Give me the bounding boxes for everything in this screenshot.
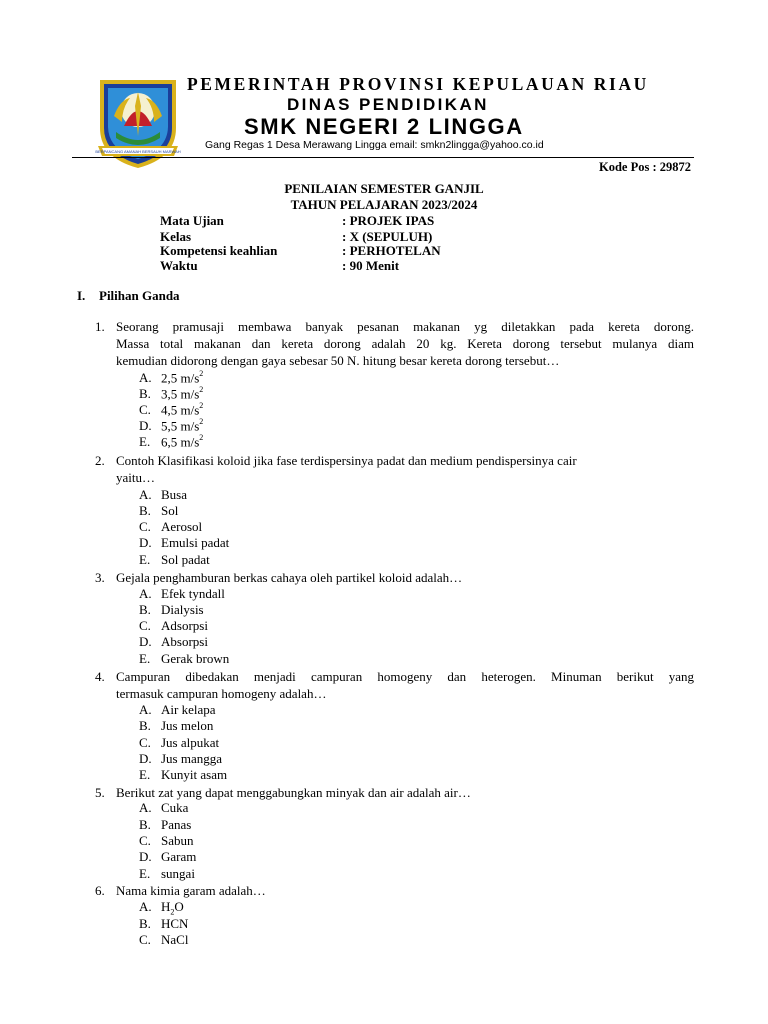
- header-address: Gang Regas 1 Desa Merawang Lingga email: smkn2lingga@yahoo.co.id: [205, 139, 544, 151]
- option-letter: E.: [139, 552, 151, 567]
- option-letter: A.: [139, 370, 152, 385]
- option-letter: D.: [139, 634, 152, 649]
- question-text: [116, 784, 694, 801]
- option-letter: E.: [139, 767, 151, 782]
- field-label: Kelas: [160, 229, 192, 244]
- option-text: [161, 370, 203, 386]
- option-value: 3,5 m/s: [161, 386, 200, 402]
- option-text: Jus melon: [161, 718, 214, 733]
- option-letter: B.: [139, 817, 151, 832]
- riau-islands-emblem-logo: [94, 76, 182, 170]
- option-letter: D.: [139, 849, 152, 864]
- option-letter: B.: [139, 503, 151, 518]
- option-text: [161, 386, 203, 402]
- option-letter: B.: [139, 916, 151, 931]
- option-text: Garam: [161, 849, 197, 864]
- option-letter: E.: [139, 866, 151, 881]
- question-number: 3.: [95, 570, 105, 585]
- option-text: Gerak brown: [161, 651, 230, 666]
- option-letter: C.: [139, 932, 151, 947]
- field-label: Kompetensi keahlian: [160, 243, 278, 258]
- question-line: Gejala penghamburan berkas cahaya oleh partikel koloid adalah…: [116, 570, 463, 585]
- option-superscript: 2: [199, 369, 204, 378]
- option-superscript: 2: [199, 417, 204, 426]
- option-letter: C.: [139, 735, 151, 750]
- option-letter: C.: [139, 618, 151, 633]
- option-text: HCN: [161, 916, 189, 931]
- field-value: : X (SEPULUH): [342, 229, 433, 244]
- option-text: Sol: [161, 503, 179, 518]
- question-line: Campuran dibedakan menjadi campuran homogeny dan heterogen. Minuman berikut yang: [116, 669, 694, 684]
- option-text: Adsorpsi: [161, 618, 208, 633]
- option-text: Sol padat: [161, 552, 210, 567]
- option-text: Air kelapa: [161, 702, 216, 717]
- question-number: 1.: [95, 319, 105, 334]
- option-superscript: 2: [199, 433, 204, 442]
- header-government: PEMERINTAH PROVINSI KEPULAUAN RIAU: [187, 74, 649, 94]
- logo-banner-text: BERPANCANG AMANAH BERSAUH MARWAH: [95, 149, 181, 154]
- option-text: Efek tyndall: [161, 586, 225, 601]
- option-text: [161, 899, 184, 917]
- option-text: Panas: [161, 817, 192, 832]
- option-text: Jus mangga: [161, 751, 223, 766]
- exam-year: TAHUN PELAJARAN 2023/2024: [290, 197, 478, 212]
- option-letter: D.: [139, 535, 152, 550]
- section-title: Pilihan Ganda: [99, 288, 180, 303]
- option-text: NaCl: [161, 932, 189, 947]
- question-text: [116, 569, 694, 586]
- option-letter: B.: [139, 718, 151, 733]
- option-letter: B.: [139, 386, 151, 401]
- option-text: Aerosol: [161, 519, 203, 534]
- question-line: kemudian didorong dengan gaya sebesar 50 N. hitung besar kereta dorong tersebut…: [116, 353, 560, 368]
- question-text: [116, 668, 694, 702]
- option-letter: D.: [139, 418, 152, 433]
- question-line: termasuk campuran homogeny adalah…: [116, 686, 327, 701]
- field-value: : PERHOTELAN: [342, 243, 441, 258]
- option-letter: A.: [139, 487, 152, 502]
- option-superscript: 2: [199, 385, 204, 394]
- option-letter: A.: [139, 702, 152, 717]
- exam-field-competency: [160, 243, 441, 259]
- header-postal-code: Kode Pos : 29872: [598, 160, 691, 174]
- question-number: 2.: [95, 453, 105, 468]
- option-letter: A.: [139, 899, 152, 914]
- question-line: yaitu…: [116, 470, 155, 485]
- field-label: Waktu: [160, 258, 198, 273]
- question-line: Seorang pramusaji membawa banyak pesanan makanan yg diletakkan pada kereta dorong.: [116, 319, 694, 334]
- option-text: sungai: [161, 866, 195, 881]
- exam-field-subject: [160, 213, 435, 229]
- option-text: Cuka: [161, 800, 189, 815]
- option-letter: C.: [139, 519, 151, 534]
- header-school-name: SMK NEGERI 2 LINGGA: [244, 114, 524, 139]
- question-number: 6.: [95, 883, 105, 898]
- question-line: Contoh Klasifikasi koloid jika fase terdispersinya padat dan medium pendispersinya cair: [116, 453, 577, 468]
- option-letter: D.: [139, 751, 152, 766]
- option-superscript: 2: [199, 401, 204, 410]
- header-department: DINAS PENDIDIKAN: [287, 95, 489, 114]
- option-letter: A.: [139, 800, 152, 815]
- option-text: Jus alpukat: [161, 735, 220, 750]
- field-value: : 90 Menit: [342, 258, 400, 273]
- option-letter: C.: [139, 833, 151, 848]
- option-value: 6,5 m/s: [161, 434, 200, 450]
- option-value: 2,5 m/s: [161, 370, 200, 386]
- field-label: Mata Ujian: [160, 213, 224, 228]
- option-text: [161, 418, 203, 434]
- option-value-suffix: O: [174, 899, 184, 914]
- question-text: [116, 318, 694, 369]
- option-text: Kunyit asam: [161, 767, 228, 782]
- option-text: [161, 402, 203, 418]
- option-value: 5,5 m/s: [161, 418, 200, 434]
- section-number: I.: [77, 288, 86, 303]
- option-letter: E.: [139, 651, 151, 666]
- option-letter: B.: [139, 602, 151, 617]
- option-letter: E.: [139, 434, 151, 449]
- option-text: Absorpsi: [161, 634, 208, 649]
- option-text: Busa: [161, 487, 187, 502]
- question-line: Nama kimia garam adalah…: [116, 883, 266, 898]
- header-divider: [72, 157, 694, 158]
- option-text: Sabun: [161, 833, 194, 848]
- question-text: [116, 452, 694, 486]
- option-text: [161, 434, 203, 450]
- exam-title: PENILAIAN SEMESTER GANJIL: [284, 181, 484, 196]
- question-number: 4.: [95, 669, 105, 684]
- option-letter: A.: [139, 586, 152, 601]
- option-value: 4,5 m/s: [161, 402, 200, 418]
- question-line: Berikut zat yang dapat menggabungkan minyak dan air adalah air…: [116, 785, 471, 800]
- option-text: Dialysis: [161, 602, 204, 617]
- option-letter: C.: [139, 402, 151, 417]
- field-value: : PROJEK IPAS: [342, 213, 435, 228]
- section-heading: [77, 288, 180, 304]
- exam-field-time: [160, 258, 400, 274]
- option-subscript: 2: [170, 907, 175, 917]
- question-line: Massa total makanan dan kereta dorong adalah 20 kg. Kereta dorong tersebut mulanya diam: [116, 336, 694, 351]
- question-number: 5.: [95, 785, 105, 800]
- option-text: Emulsi padat: [161, 535, 230, 550]
- question-text: [116, 882, 694, 899]
- option-value: H: [161, 899, 171, 914]
